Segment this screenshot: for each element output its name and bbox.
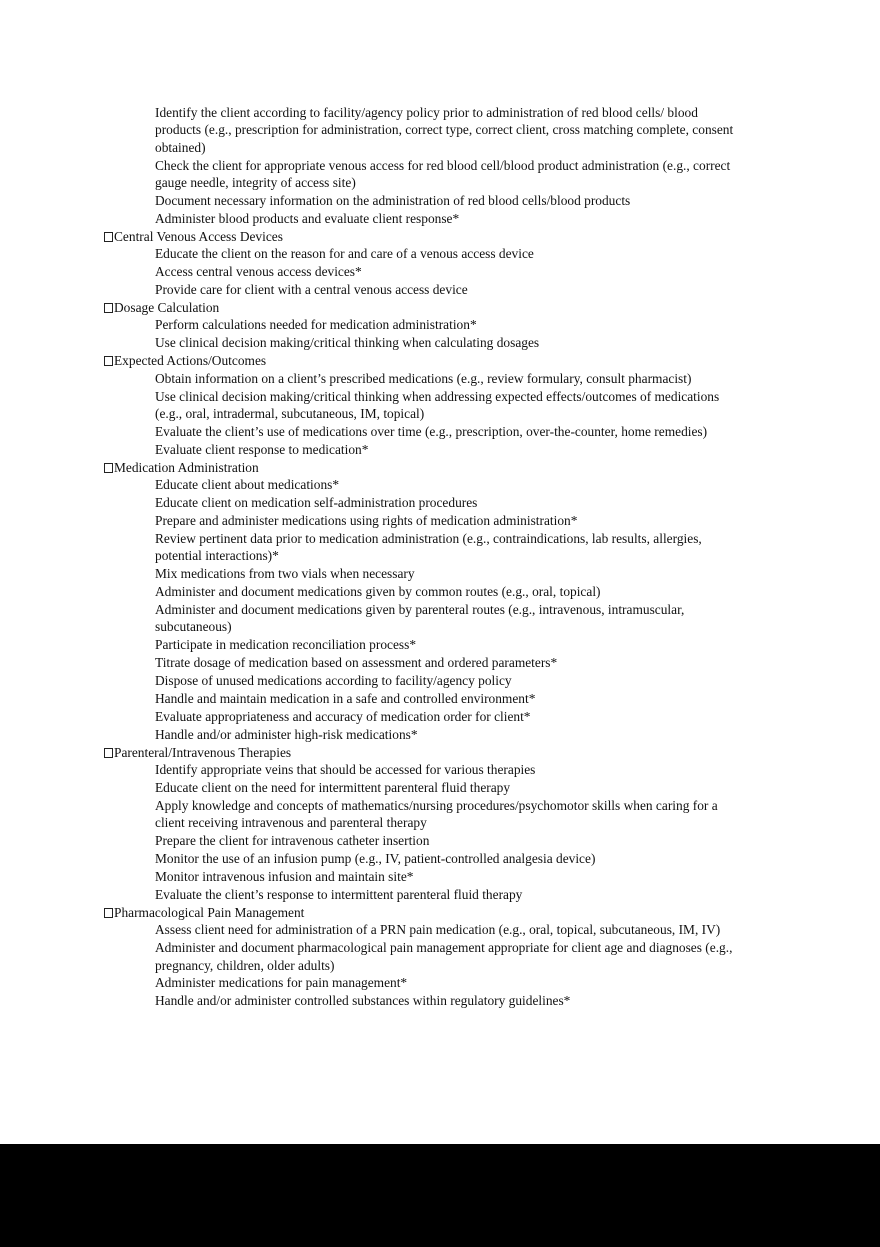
- section-heading: [104, 744, 744, 761]
- section-heading: [104, 904, 744, 921]
- checkbox-icon: [104, 748, 113, 758]
- list-item: Provide care for client with a central venous access device: [155, 282, 468, 298]
- list-item: Handle and/or administer controlled substances within regulatory guidelines*: [155, 993, 571, 1009]
- list-item: Mix medications from two vials when necessary: [155, 566, 415, 582]
- section-title: Pharmacological Pain Management: [114, 904, 305, 920]
- checkbox-icon: [104, 303, 113, 313]
- list-item: Monitor intravenous infusion and maintain site*: [155, 868, 414, 884]
- list-item: Review pertinent data prior to medication administration (e.g., contraindications, lab results, allergies, potential interactions)*: [155, 530, 702, 564]
- list-item: Administer medications for pain management*: [155, 975, 408, 991]
- list-item: Educate client on medication self-administration procedures: [155, 494, 478, 510]
- section-title: Expected Actions/Outcomes: [114, 353, 267, 369]
- list-item: Access central venous access devices*: [155, 264, 362, 280]
- list-item: Prepare and administer medications using rights of medication administration*: [155, 512, 578, 528]
- list-item: Educate client about medications*: [155, 477, 340, 493]
- list-item: Use clinical decision making/critical thinking when addressing expected effects/outcomes of medications (e.g., oral, intradermal, subcutaneous, IM, topical): [155, 388, 720, 421]
- section-parenteral-intravenous-therapies: [104, 744, 744, 904]
- section-item-list: [104, 316, 744, 351]
- list-item: Administer and document medications given by parenteral routes (e.g., intravenous, intramuscular, subcutaneous): [155, 601, 685, 635]
- list-item: Monitor the use of an infusion pump (e.g., IV, patient-controlled analgesia device): [155, 851, 596, 867]
- list-item: Use clinical decision making/critical thinking when calculating dosages: [155, 335, 540, 351]
- section-central-venous-access-devices: [104, 228, 744, 299]
- section-title: Parenteral/Intravenous Therapies: [114, 744, 292, 760]
- section-item-list: [104, 921, 744, 1010]
- section-dosage-calculation: [104, 299, 744, 352]
- list-item: Evaluate the client’s response to intermittent parenteral fluid therapy: [155, 886, 523, 902]
- section-pharmacological-pain-management: [104, 904, 744, 1010]
- list-item: Titrate dosage of medication based on assessment and ordered parameters*: [155, 655, 558, 671]
- list-item: Administer and document pharmacological pain management appropriate for client age and diagnoses (e.g., pregnancy, children, older adults): [155, 940, 733, 973]
- checkbox-icon: [104, 463, 113, 473]
- section-heading: [104, 352, 744, 369]
- list-item: Educate client on the need for intermittent parenteral fluid therapy: [155, 779, 511, 795]
- list-item: Evaluate the client’s use of medications over time (e.g., prescription, over-the-counter, home remedies): [155, 423, 708, 439]
- section-medication-administration: [104, 459, 744, 744]
- continued-item-list: [104, 104, 744, 227]
- list-item: Document necessary information on the administration of red blood cells/blood products: [155, 193, 631, 209]
- section-item-list: [104, 245, 744, 298]
- checkbox-icon: [104, 356, 113, 366]
- list-item: Apply knowledge and concepts of mathematics/nursing procedures/psychomotor skills when caring for a client receiving intravenous and parenteral therapy: [155, 797, 718, 831]
- list-item: Administer and document medications given by common routes (e.g., oral, topical): [155, 583, 601, 599]
- section-item-list: [104, 761, 744, 903]
- section-item-list: [104, 476, 744, 743]
- section-title: Dosage Calculation: [114, 299, 220, 315]
- list-item: Evaluate appropriateness and accuracy of medication order for client*: [155, 708, 531, 724]
- list-item: Administer blood products and evaluate client response*: [155, 210, 460, 226]
- list-item: Check the client for appropriate venous access for red blood cell/blood product administration (e.g., correct gauge needle, integrity of access site): [155, 157, 731, 191]
- section-expected-actions-outcomes: [104, 352, 744, 458]
- list-item: Handle and/or administer high-risk medications*: [155, 726, 418, 742]
- list-item: Participate in medication reconciliation process*: [155, 637, 417, 653]
- list-item: Identify appropriate veins that should be accessed for various therapies: [155, 762, 536, 778]
- list-item: Evaluate client response to medication*: [155, 441, 369, 457]
- section-heading: [104, 299, 744, 316]
- section-heading: [104, 228, 744, 245]
- document-content: [104, 104, 744, 1010]
- list-item: Assess client need for administration of a PRN pain medication (e.g., oral, topical, subcutaneous, IM, IV): [155, 922, 721, 938]
- section-title: Medication Administration: [114, 459, 259, 475]
- list-item: Prepare the client for intravenous catheter insertion: [155, 833, 430, 849]
- list-item: Educate the client on the reason for and care of a venous access device: [155, 246, 534, 262]
- list-item: Obtain information on a client’s prescribed medications (e.g., review formulary, consult pharmacist): [155, 370, 692, 386]
- list-item: Handle and maintain medication in a safe and controlled environment*: [155, 690, 536, 706]
- list-item: Perform calculations needed for medication administration*: [155, 317, 477, 333]
- checkbox-icon: [104, 908, 113, 918]
- section-title: Central Venous Access Devices: [114, 228, 283, 244]
- section-heading: [104, 459, 744, 476]
- list-item: Identify the client according to facility/agency policy prior to administration of red blood cells/ blood products (e.g., prescription for administration, correct type, correct client, cross matching complete, consent obtained): [155, 105, 734, 155]
- list-item: Dispose of unused medications according to facility/agency policy: [155, 673, 512, 688]
- checkbox-icon: [104, 232, 113, 242]
- section-item-list: [104, 370, 744, 459]
